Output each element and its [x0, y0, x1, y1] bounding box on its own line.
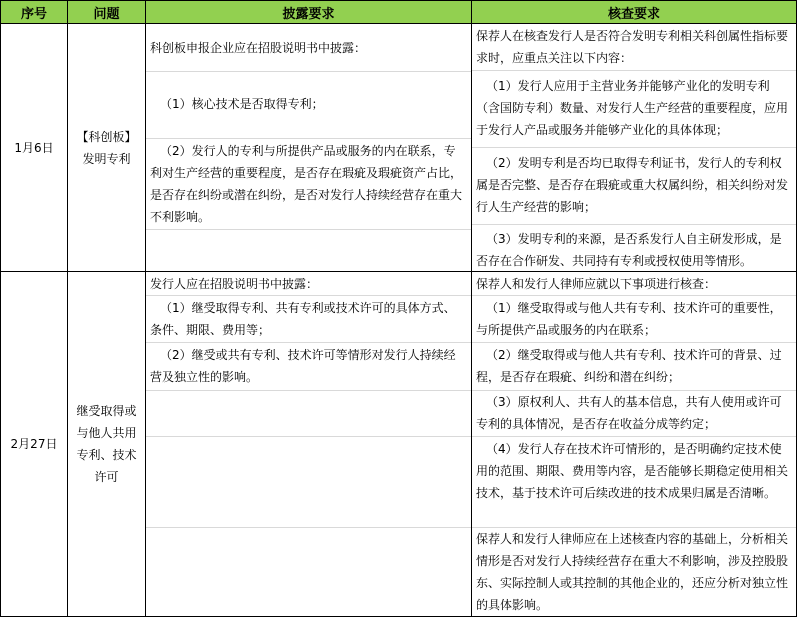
- divider: [472, 224, 796, 225]
- row2-issue: [68, 272, 146, 617]
- row1-verification-item3: （3）发明专利的来源，是否系发行人自主研发形成，是否存在合作研发、共同持有专利或授权使用等情形。: [476, 232, 782, 268]
- row2-verification-item1: （1）继受取得或与他人共有专利、技术许可的重要性，与所提供产品或服务的内在联系；: [476, 301, 782, 337]
- row1-date: 1月6日: [1, 24, 68, 272]
- divider: [146, 71, 471, 72]
- header-issue: 问题: [68, 1, 146, 24]
- row2-issue-text: 继受取得或与他人共用专利、技术许可: [76, 404, 137, 484]
- divider: [146, 390, 471, 391]
- header-no: 序号: [1, 1, 68, 24]
- row2-disclosure-item1: （1）继受取得专利、共有专利或技术许可的具体方式、条件、期限、费用等；: [150, 301, 456, 337]
- row2-verification-summary: 保荐人和发行人律师应在上述核查内容的基础上，分析相关情形是否对发行人持续经营存在重大不利影响，涉及控股股东、实际控制人或其控制的其他企业的，还应分析对独立性的具体影响。: [476, 532, 789, 612]
- divider: [146, 295, 471, 296]
- divider: [472, 70, 796, 71]
- row1-disclosure-item2: （2）发行人的专利与所提供产品或服务的内在联系，专利对生产经营的重要程度，是否存在瑕疵及瑕疵资产占比，是否存在纠纷或潜在纠纷，是否对发行人持续经营存在重大不利影响。: [150, 144, 463, 224]
- row1-issue-line2: 发明专利: [82, 151, 131, 166]
- divider: [472, 295, 796, 296]
- row1-disclosure: [146, 24, 472, 272]
- divider: [146, 527, 471, 528]
- header-verification: 核查要求: [472, 1, 797, 24]
- divider: [146, 229, 471, 230]
- row2-disclosure-item2: （2）继受或共有专利、技术许可等情形对发行人持续经营及独立性的影响。: [150, 348, 456, 384]
- row2-disclosure: [146, 272, 472, 617]
- row2-disclosure-intro: 发行人应在招股说明书中披露：: [150, 277, 319, 291]
- row1-verification-intro: 保荐人在核查发行人是否符合发明专利相关科创属性指标要求时，应重点关注以下内容：: [476, 29, 789, 65]
- row1-issue: [68, 24, 146, 272]
- divider: [146, 436, 471, 437]
- header-disclosure: 披露要求: [146, 1, 472, 24]
- row2-verification-item3: （3）原权利人、共有人的基本信息，共有人使用或许可专利的具体情况，是否存在收益分成等约定；: [476, 395, 782, 431]
- divider: [472, 147, 796, 148]
- divider: [146, 342, 471, 343]
- row1-disclosure-intro: 科创板申报企业应在招股说明书中披露：: [150, 41, 367, 55]
- divider: [472, 436, 796, 437]
- divider: [472, 342, 796, 343]
- row2-date: 2月27日: [1, 272, 68, 617]
- row1-disclosure-item1: （1）核心技术是否取得专利；: [160, 97, 324, 111]
- row2-verification: [472, 272, 797, 617]
- row1-verification-item1: （1）发行人应用于主营业务并能够产业化的发明专利（含国防专利）数量、对发行人生产经营的重要程度，应用于发行人产品或服务并能够产业化的具体体现；: [476, 79, 789, 137]
- row2-verification-intro: 保荐人和发行人律师应就以下事项进行核查：: [476, 277, 717, 291]
- row1-verification-item2: （2）发明专利是否均已取得专利证书，发行人的专利权属是否完整、是否存在瑕疵或重大权属纠纷，相关纠纷对发行人生产经营的影响；: [476, 156, 789, 214]
- row1-issue-line1: 【科创板】: [76, 129, 137, 144]
- row2-verification-item2: （2）继受取得或与他人共有专利、技术许可的背景、过程，是否存在瑕疵、纠纷和潜在纠纷；: [476, 348, 782, 384]
- row2-verification-item4: （4）发行人存在技术许可情形的，是否明确约定技术使用的范围、期限、费用等内容，是否能够长期稳定使用相关技术，基于技术许可后续改进的技术成果归属是否清晰。: [476, 442, 789, 500]
- divider: [146, 138, 471, 139]
- row1-verification: [472, 24, 797, 272]
